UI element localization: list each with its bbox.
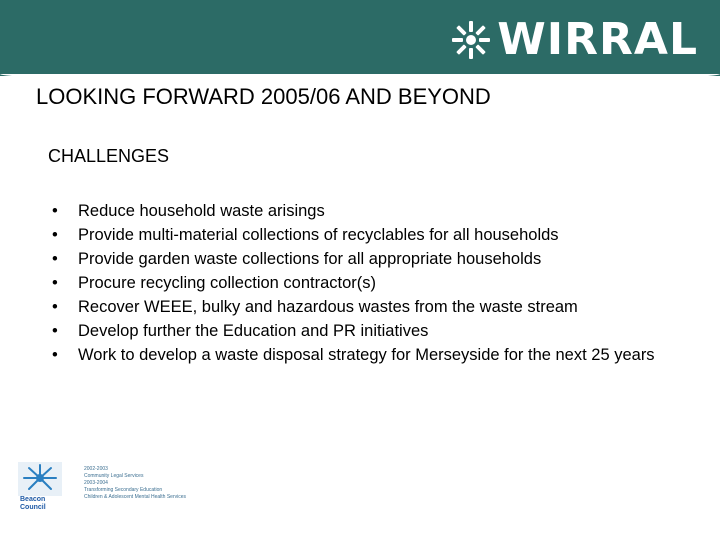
beacon-award-line: 2002-2003 xyxy=(84,466,108,472)
slide-title: LOOKING FORWARD 2005/06 AND BEYOND xyxy=(36,84,491,109)
list-item xyxy=(48,343,708,367)
list-item-text: Provide multi-material collections of recyclables for all households xyxy=(78,226,559,244)
list-item-text: Procure recycling collection contractor(s) xyxy=(78,274,377,292)
beacon-award-line: Transforming Secondary Education xyxy=(84,487,163,493)
list-item xyxy=(48,271,708,295)
header-band xyxy=(0,0,720,76)
beacon-award-line: 2003-2004 xyxy=(84,480,108,486)
wirral-logo xyxy=(451,12,698,68)
bullet-icon: • xyxy=(52,322,58,340)
bullet-icon: • xyxy=(52,202,58,220)
list-item-text: Provide garden waste collections for all appropriate households xyxy=(78,250,542,268)
list-item xyxy=(48,247,708,271)
challenges-list xyxy=(48,199,708,367)
list-item-text: Reduce household waste arisings xyxy=(78,202,325,220)
list-item xyxy=(48,319,708,343)
beacon-council-badge xyxy=(18,462,188,514)
bullet-icon: • xyxy=(52,298,58,316)
list-item-text: Work to develop a waste disposal strategy for Merseyside for the next 25 years xyxy=(78,346,655,364)
list-item-text: Develop further the Education and PR initiatives xyxy=(78,322,429,340)
list-item xyxy=(48,199,708,223)
wirral-starburst-icon xyxy=(451,20,491,60)
slide-subtitle: CHALLENGES xyxy=(48,146,170,166)
beacon-award-line: Community Legal Services xyxy=(84,473,144,479)
bullet-icon: • xyxy=(52,274,58,292)
list-item-text: Recover WEEE, bulky and hazardous wastes from the waste stream xyxy=(78,298,578,316)
beacon-council-name: Beacon Council xyxy=(20,496,46,511)
list-item xyxy=(48,223,708,247)
brand-wordmark: WIRRAL xyxy=(497,14,698,65)
bullet-icon: • xyxy=(52,226,58,244)
beacon-award-line: Children & Adolescent Mental Health Services xyxy=(84,494,186,500)
list-item xyxy=(48,295,708,319)
bullet-icon: • xyxy=(52,250,58,268)
bullet-icon: • xyxy=(52,346,58,364)
beacon-award-text xyxy=(84,466,186,501)
